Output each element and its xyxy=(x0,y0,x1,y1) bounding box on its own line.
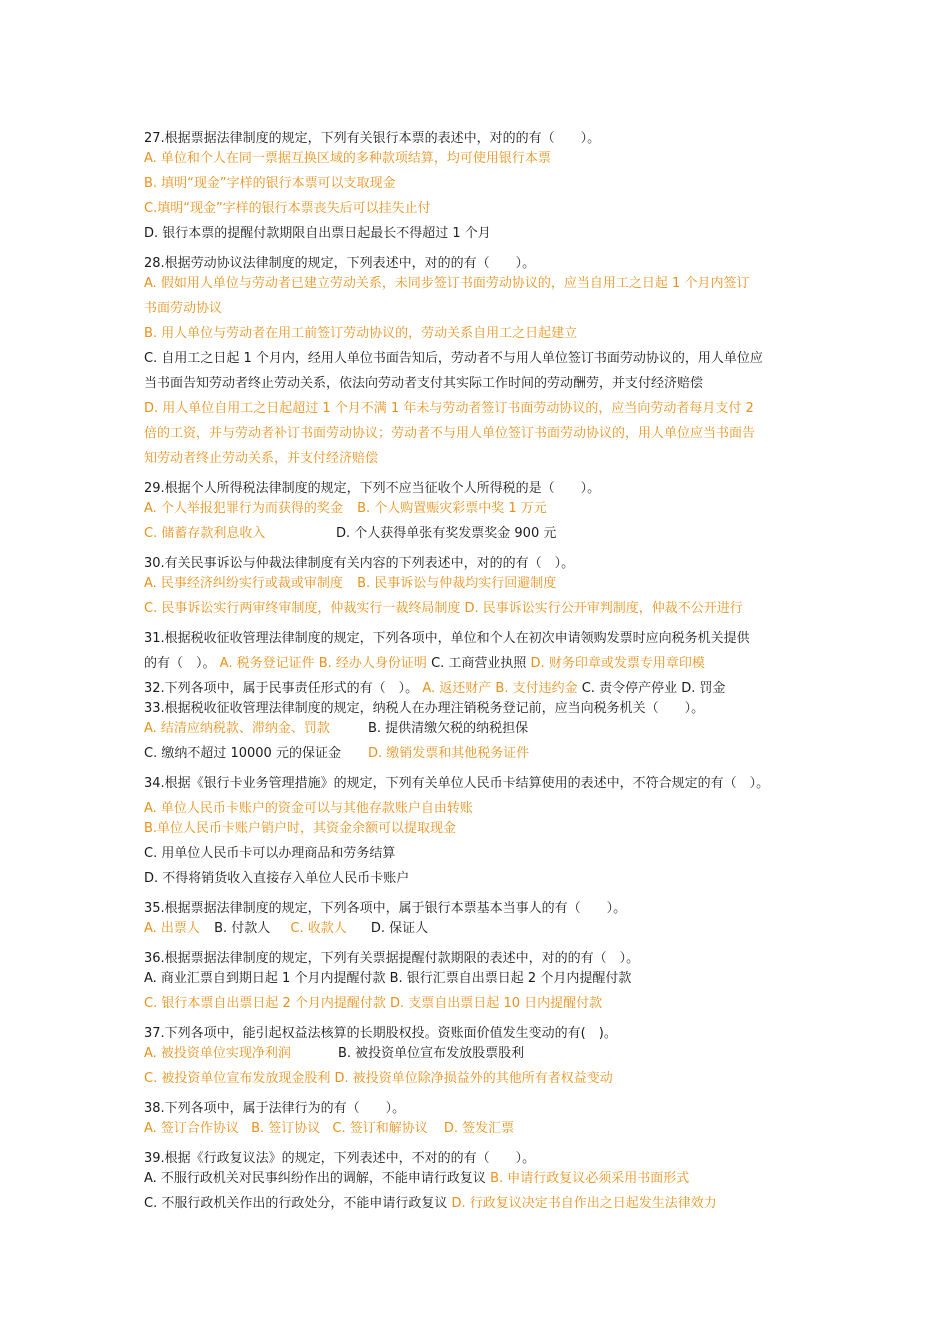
option-b: B. 申请行政复议必须采用书面形式 xyxy=(490,1171,690,1186)
question-stem-cont xyxy=(144,651,824,676)
option-a: A. 税务登记证件 xyxy=(219,656,315,671)
question-stem: 28.根据劳动协议法律制度的规定，下列表述中，对的的有（ ）。 xyxy=(144,256,536,271)
option-a: A. 假如用人单位与劳动者已建立劳动关系，未同步签订书面劳动协议的，应当自用工之日起 1 个月内签订 xyxy=(144,276,750,291)
question-stem-tail: 的有（ ）。 xyxy=(144,656,216,671)
options-row xyxy=(144,741,824,766)
option-b: B. 用人单位与劳动者在用工前签订劳动协议的，劳动关系自用工之日起建立 xyxy=(144,326,578,341)
question-28 xyxy=(144,251,824,471)
option-c: C. 不服行政机关作出的行政处分，不能申请行政复议 xyxy=(144,1196,448,1211)
question-stem: 32.下列各项中，属于民事责任形式的有（ ）。 xyxy=(144,681,419,696)
option-c: C. 缴纳不超过 10000 元的保证金 xyxy=(144,746,341,761)
option-d: D. 银行本票的提醒付款期限自出票日起最长不得超过 1 个月 xyxy=(144,226,491,241)
options-row xyxy=(144,716,824,741)
question-stem: 27.根据票据法律制度的规定，下列有关银行本票的表述中，对的的有（ ）。 xyxy=(144,131,601,146)
options-row xyxy=(144,1116,824,1141)
option-a: A. 签订合作协议 xyxy=(144,1121,239,1136)
question-34 xyxy=(144,771,824,891)
question-stem: 31.根据税收征收管理法律制度的规定，下列各项中，单位和个人在初次申请领购发票时应向税务机关提供 xyxy=(144,631,750,646)
options-row xyxy=(144,596,824,621)
option-a-cont: 书面劳动协议 xyxy=(144,301,223,316)
question-stem: 36.根据票据法律制度的规定，下列有关票据提醒付款期限的表述中，对的的有（ ）。 xyxy=(144,951,640,966)
options-row xyxy=(144,966,824,991)
option-d: D. 罚金 xyxy=(681,681,726,696)
question-stem: 39.根据《行政复议法》的规定，下列表述中，不对的的有（ ）。 xyxy=(144,1151,536,1166)
question-stem: 29.根据个人所得税法律制度的规定，下列不应当征收个人所得税的是（ ）。 xyxy=(144,481,601,496)
option-d: D. 支票自出票日起 10 日内提醒付款 xyxy=(390,996,603,1011)
option-a: A. 商业汇票自到期日起 1 个月内提醒付款 xyxy=(144,971,386,986)
question-30 xyxy=(144,551,824,621)
option-d: D. 保证人 xyxy=(370,921,429,936)
option-d: D. 民事诉讼实行公开审判制度，仲裁不公开进行 xyxy=(464,601,743,616)
option-b: B. 经办人身份证明 xyxy=(318,656,427,671)
option-b: B. 填明“现金”字样的银行本票可以支取现金 xyxy=(144,176,396,191)
option-b: B. 被投资单位宣布发放股票股利 xyxy=(338,1046,525,1061)
option-d: D. 缴销发票和其他税务证件 xyxy=(368,746,530,761)
option-b: B. 签订协议 xyxy=(251,1121,321,1136)
option-d: D. 签发汇票 xyxy=(443,1121,515,1136)
question-stem: 34.根据《银行卡业务管理措施》的规定，下列有关单位人民币卡结算使用的表述中，不符合规定的有（ ）。 xyxy=(144,776,770,791)
option-a: A. 单位和个人在同一票据互换区域的多种款项结算，均可使用银行本票 xyxy=(144,151,551,166)
question-37 xyxy=(144,1021,824,1091)
question-29 xyxy=(144,476,824,546)
options-row xyxy=(144,991,824,1016)
option-c-cont: 当书面告知劳动者终止劳动关系，依法向劳动者支付其实际工作时间的劳动酬劳，并支付经济赔偿 xyxy=(144,376,704,391)
options-row xyxy=(144,521,824,546)
options-row xyxy=(144,1041,824,1066)
question-31 xyxy=(144,626,824,676)
option-a: A. 民事经济纠纷实行或裁或审制度 xyxy=(144,576,343,591)
option-b: B.单位人民币卡账户销户时，其资金余额可以提取现金 xyxy=(144,821,457,836)
question-33 xyxy=(144,696,824,766)
option-b: B. 提供清缴欠税的纳税担保 xyxy=(368,721,529,736)
options-row xyxy=(144,1066,824,1091)
option-d: D. 行政复议决定书自作出之日起发生法律效力 xyxy=(451,1196,717,1211)
option-a: A. 个人举报犯罪行为而获得的奖金 xyxy=(144,501,343,516)
option-c: C. 收款人 xyxy=(290,921,347,936)
option-b: B. 民事诉讼与仲裁均实行回避制度 xyxy=(357,576,557,591)
question-stem: 30.有关民事诉讼与仲裁法律制度有关内容的下列表述中，对的的有（ ）。 xyxy=(144,556,575,571)
option-c: C. 自用工之日起 1 个月内，经用人单位书面告知后，劳动者不与用人单位签订书面劳动协议的，用人单位应 xyxy=(144,351,763,366)
option-c: C. 储蓄存款利息收入 xyxy=(144,526,266,541)
question-stem: 38.下列各项中，属于法律行为的有（ ）。 xyxy=(144,1101,406,1116)
question-36 xyxy=(144,946,824,1016)
question-27 xyxy=(144,126,824,246)
option-a: A. 返还财产 xyxy=(422,681,492,696)
options-row xyxy=(144,571,824,596)
option-c: C. 签订和解协议 xyxy=(332,1121,428,1136)
options-row xyxy=(144,496,824,521)
option-c: C.填明“现金”字样的银行本票丧失后可以挂失止付 xyxy=(144,201,431,216)
option-d-cont: 知劳动者终止劳动关系，并支付经济赔偿 xyxy=(144,451,379,466)
question-35 xyxy=(144,896,824,941)
option-c: C. 用单位人民币卡可以办理商品和劳务结算 xyxy=(144,846,396,861)
option-a: A. 出票人 xyxy=(144,921,200,936)
option-a: A. 结清应纳税款、滞纳金、罚款 xyxy=(144,721,330,736)
option-d: D. 用人单位自用工之日起超过 1 个月不满 1 年未与劳动者签订书面劳动协议的，应当向劳动者每月支付 2 xyxy=(144,401,754,416)
question-stem: 33.根据税收征收管理法律制度的规定，纳税人在办理注销税务登记前，应当向税务机关（ ）。 xyxy=(144,701,705,716)
option-b: B. 支付违约金 xyxy=(495,681,578,696)
option-a: A. 被投资单位实现净利润 xyxy=(144,1046,291,1061)
option-b: B. 银行汇票自出票日起 2 个月内提醒付款 xyxy=(389,971,632,986)
option-a: A. 不服行政机关对民事纠纷作出的调解，不能申请行政复议 xyxy=(144,1171,486,1186)
option-d: D. 被投资单位除净损益外的其他所有者权益变动 xyxy=(334,1071,613,1086)
option-c: C. 银行本票自出票日起 2 个月内提醒付款 xyxy=(144,996,386,1011)
option-b: B. 付款人 xyxy=(214,921,271,936)
option-b: B. 个人购置赈灾彩票中奖 1 万元 xyxy=(357,501,547,516)
options-row xyxy=(144,1166,824,1191)
question-list xyxy=(144,126,824,1216)
option-d: D. 不得将销货收入直接存入单位人民币卡账户 xyxy=(144,871,410,886)
option-d: D. 个人获得单张有奖发票奖金 900 元 xyxy=(336,526,557,541)
option-d-cont: 倍的工资，并与劳动者补订书面劳动协议；劳动者不与用人单位签订书面劳动协议的，用人单位应当书面告 xyxy=(144,426,756,441)
option-c: C. 责令停产停业 xyxy=(581,681,678,696)
question-stem: 35.根据票据法律制度的规定，下列各项中，属于银行本票基本当事人的有（ ）。 xyxy=(144,901,627,916)
option-c: C. 民事诉讼实行两审终审制度，仲裁实行一裁终局制度 xyxy=(144,601,461,616)
options-row xyxy=(144,1191,824,1216)
question-38 xyxy=(144,1096,824,1141)
question-stem: 37.下列各项中，能引起权益法核算的长期股权投。资账面价值发生变动的有( )。 xyxy=(144,1026,617,1041)
option-a: A. 单位人民币卡账户的资金可以与其他存款账户自由转账 xyxy=(144,801,473,816)
option-c: C. 工商营业执照 xyxy=(431,656,527,671)
question-39 xyxy=(144,1146,824,1216)
option-d: D. 财务印章或发票专用章印模 xyxy=(530,656,705,671)
option-c: C. 被投资单位宣布发放现金股利 xyxy=(144,1071,331,1086)
